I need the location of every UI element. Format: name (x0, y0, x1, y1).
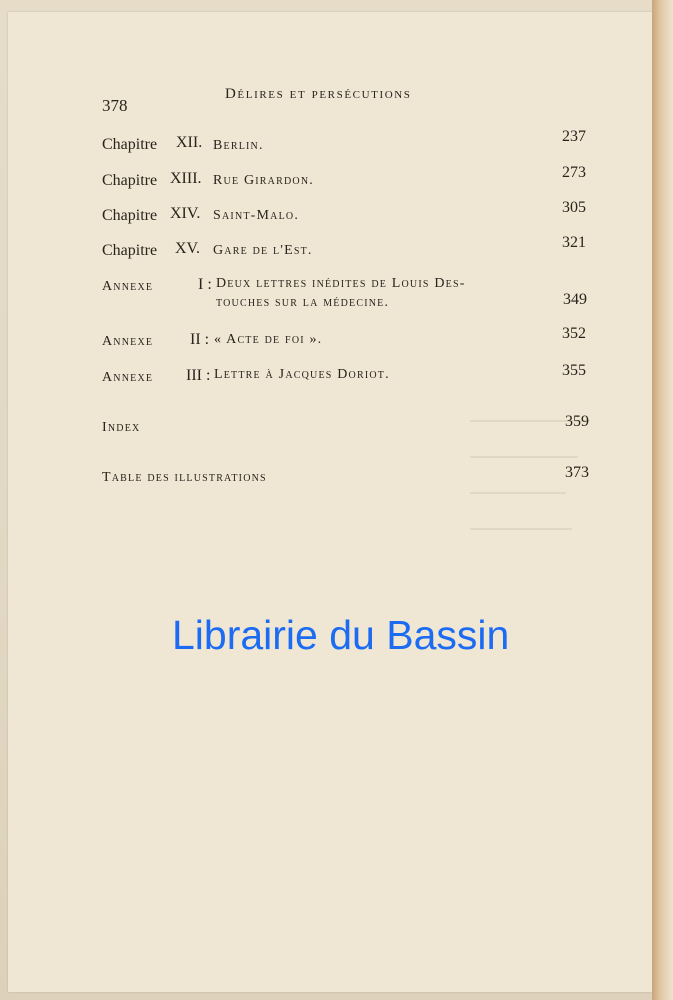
chapter-prefix: Chapitre (102, 172, 158, 189)
annex-page: 355 (562, 362, 586, 379)
annex-page: 352 (562, 325, 586, 342)
annex-title-line2: touches sur la médecine. (216, 295, 390, 310)
chapter-numeral: XIV. (170, 205, 201, 222)
chapter-title: Rue Girardon. (213, 173, 314, 188)
annex-title: Lettre à Jacques Doriot. (214, 367, 390, 382)
annex-numeral: I : (198, 276, 212, 293)
chapter-title: Berlin. (213, 138, 264, 153)
chapter-numeral: XII. (176, 134, 203, 151)
illustrations-label: Table des illustrations (102, 470, 267, 485)
illustrations-page: 373 (565, 464, 589, 481)
index-page: 359 (565, 413, 589, 430)
chapter-numeral: XIII. (170, 170, 202, 187)
chapter-prefix: Chapitre (102, 207, 158, 224)
page-edge (652, 0, 673, 1000)
chapter-numeral: XV. (175, 240, 201, 257)
annex-numeral: III : (186, 367, 211, 384)
chapter-page: 237 (562, 128, 586, 145)
index-label: Index (102, 420, 141, 435)
annex-page: 349 (563, 291, 587, 308)
page-number: 378 (102, 96, 128, 115)
chapter-title: Gare de l'Est. (213, 243, 313, 258)
annex-prefix: Annexe (102, 370, 154, 385)
annex-title: « Acte de foi ». (214, 332, 323, 347)
annex-prefix: Annexe (102, 279, 154, 294)
annex-numeral: II : (190, 331, 210, 348)
running-title: Délires et persécutions (225, 86, 412, 102)
chapter-prefix: Chapitre (102, 136, 158, 153)
annex-prefix: Annexe (102, 334, 154, 349)
chapter-page: 321 (562, 234, 586, 251)
chapter-prefix: Chapitre (102, 242, 158, 259)
chapter-page: 273 (562, 164, 586, 181)
annex-title-line1: Deux lettres inédites de Louis Des- (216, 276, 466, 291)
chapter-title: Saint-Malo. (213, 208, 300, 223)
watermark: Librairie du Bassin (172, 612, 510, 658)
chapter-page: 305 (562, 199, 586, 216)
